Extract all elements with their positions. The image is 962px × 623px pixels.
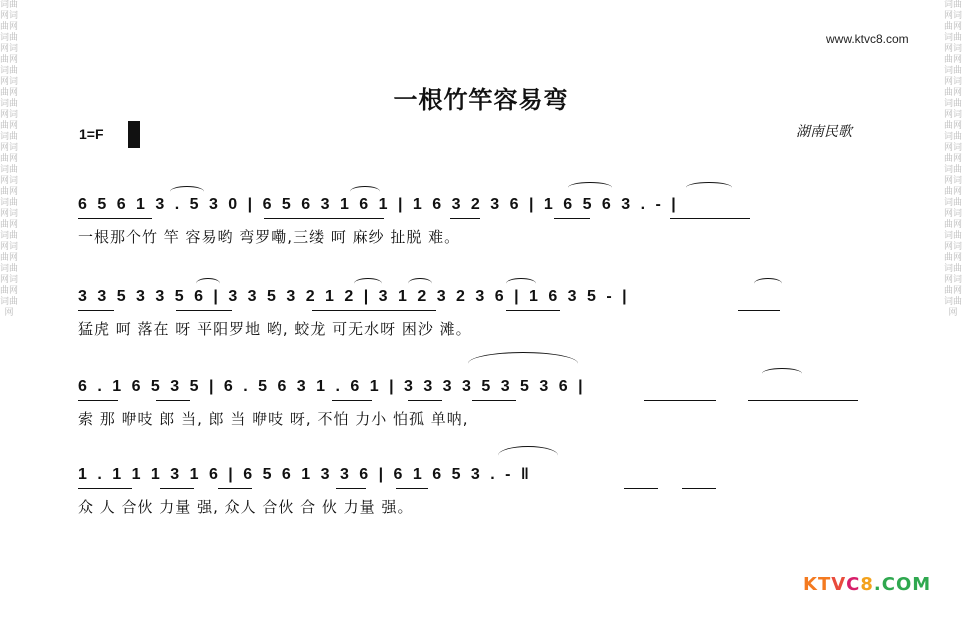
song-title: 一根竹竿容易弯 (393, 85, 569, 114)
beam (312, 310, 436, 311)
slur (686, 182, 732, 193)
logo-part: C (846, 574, 861, 595)
slur (498, 446, 558, 465)
lyric-line: 猛虎 呵 落在 呀 平阳罗地 哟, 蛟龙 可无水呀 困沙 滩。 (78, 320, 472, 338)
beam (396, 488, 428, 489)
slur (354, 278, 382, 289)
lyric-line: 众 人 合伙 力量 强, 众人 合伙 合 伙 力量 强。 (78, 498, 414, 516)
slur (170, 186, 204, 197)
beam (670, 218, 750, 219)
slur (762, 368, 802, 379)
beam (160, 488, 194, 489)
beam (78, 400, 118, 401)
beam (554, 218, 590, 219)
beam (472, 400, 516, 401)
watermark-right-strip: 词曲网词曲网词曲网词曲网词曲网词曲网词曲网词曲网词曲网词曲网词曲网词曲网词曲网词曲网词曲网词曲网词曲网词曲网词曲网 (944, 0, 962, 318)
notation-line: 6 . 1 6 5 3 5 | 6 . 5 6 3 1 . 6 1 | 3 3 3 3 5 3 5 3 6 | (78, 378, 586, 395)
beam (78, 488, 132, 489)
time-divider (128, 121, 140, 148)
slur (568, 182, 612, 193)
watermark-left-strip: 词曲网词曲网词曲网词曲网词曲网词曲网词曲网词曲网词曲网词曲网词曲网词曲网词曲网词曲网词曲网词曲网词曲网词曲网词曲网 (0, 0, 18, 318)
ktvc8-logo[interactable] (803, 574, 931, 595)
beam (450, 218, 480, 219)
beam (332, 400, 372, 401)
logo-part: .COM (873, 574, 932, 595)
beam (408, 400, 442, 401)
beam (506, 310, 560, 311)
beam (78, 310, 114, 311)
logo-part: 8 (860, 574, 874, 595)
beam (644, 400, 716, 401)
slur (196, 278, 220, 289)
notation-line: 1 . 1 1 1 3 1 6 | 6 5 6 1 3 3 6 | 6 1 6 5 3 . - ‖ (78, 466, 532, 483)
slur (350, 186, 380, 197)
logo-part: V (831, 574, 847, 595)
beam (336, 488, 366, 489)
time-signature (128, 118, 142, 148)
site-url[interactable]: www.ktvc8.com (826, 32, 909, 46)
key-signature: 1=F (79, 126, 104, 142)
beam (264, 218, 384, 219)
beam (738, 310, 780, 311)
beam (682, 488, 716, 489)
song-genre: 湖南民歌 (796, 124, 852, 140)
notation-line: 6 5 6 1 3 . 5 3 0 | 6 5 6 3 1 6 1 | 1 6 3 2 3 6 | 1 6 5 6 3 . - | (78, 196, 679, 213)
slur (754, 278, 782, 289)
beam (624, 488, 658, 489)
notation-line: 3 3 5 3 3 5 6 | 3 3 5 3 2 1 2 | 3 1 2 3 2 3 6 | 1 6 3 5 - | (78, 288, 630, 305)
lyric-line: 索 那 咿吱 郎 当, 郎 当 咿吱 呀, 不怕 力小 怕孤 单呐, (78, 410, 469, 428)
slur (408, 278, 432, 289)
slur (506, 278, 536, 289)
lyric-line: 一根那个竹 竿 容易哟 弯罗嘞,三缕 呵 麻纱 扯脱 难。 (78, 228, 461, 246)
beam (156, 400, 190, 401)
logo-part: KT (803, 574, 832, 595)
beam (176, 310, 232, 311)
beam (218, 488, 252, 489)
beam (78, 218, 152, 219)
slur (468, 352, 578, 375)
beam (748, 400, 858, 401)
